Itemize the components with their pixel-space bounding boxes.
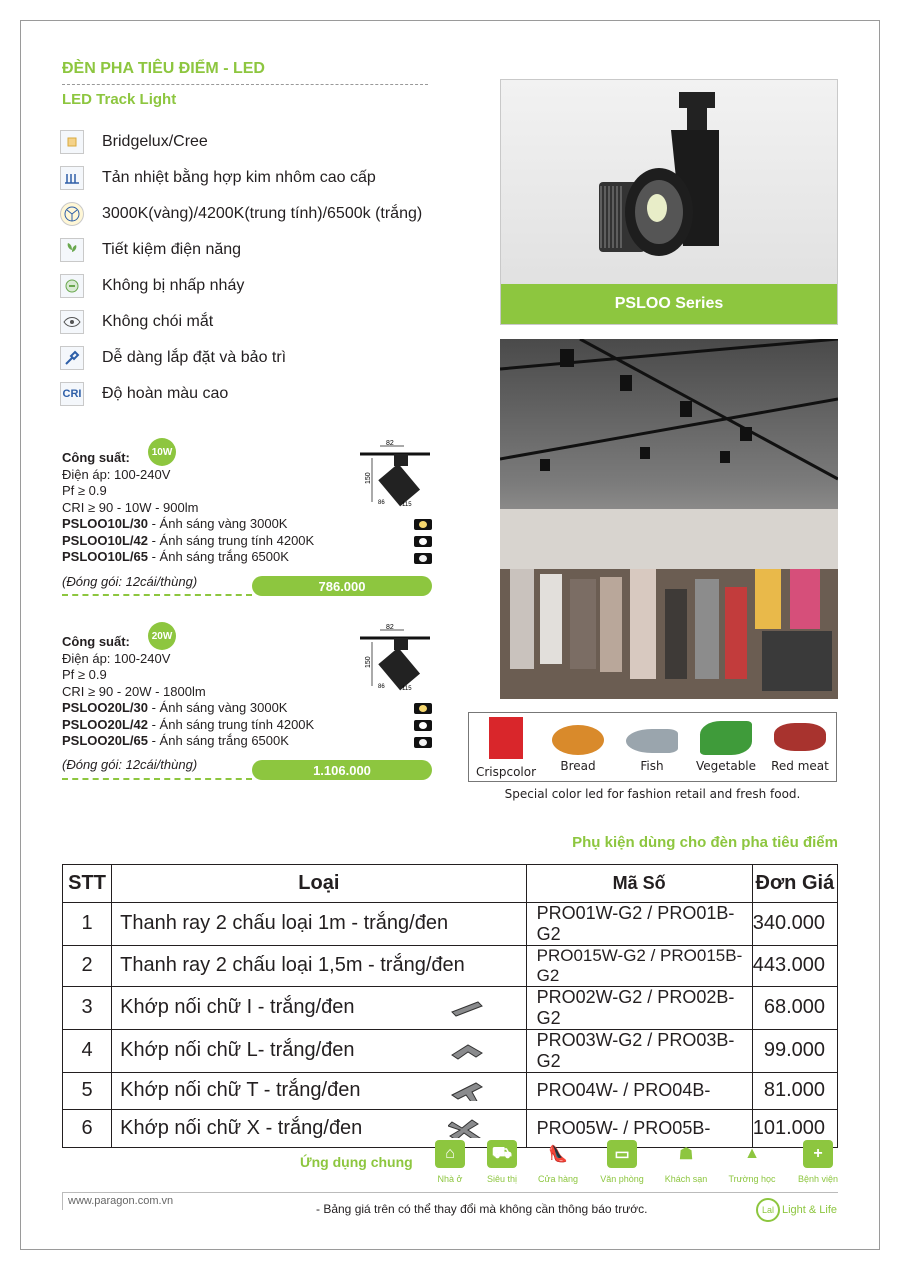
food-label: Bread: [560, 759, 596, 773]
bread-icon: [552, 725, 604, 755]
col-header: Loại: [112, 865, 527, 903]
dimension-drawing: [356, 440, 436, 517]
price-bar: 1.106.000: [252, 760, 432, 780]
app-text: Văn phòng: [600, 1174, 644, 1184]
row-stt: 2: [63, 945, 112, 986]
energy-saving-icon: [60, 238, 84, 262]
feature-item: [60, 340, 422, 376]
dim-depth: 86: [378, 500, 385, 506]
product-spec-20w: [62, 634, 314, 750]
chip-icon: [60, 130, 84, 154]
feature-item: [60, 160, 422, 196]
store-interior-photo: [500, 339, 838, 699]
page-title: ĐÈN PHA TIÊU ĐIỂM - LED: [62, 60, 265, 77]
food-item: [617, 717, 687, 773]
model-desc: - Ánh sáng trắng 6500K: [147, 549, 289, 564]
brand-tagline: Light & Life: [782, 1204, 838, 1216]
store-image: [500, 339, 838, 699]
col-header: Đơn Giá: [752, 865, 837, 903]
track-light-image: [501, 80, 838, 286]
row-name: Khớp nối chữ T - trắng/đen: [120, 1079, 361, 1102]
shoe-icon: 👠: [548, 1146, 568, 1163]
feature-text: Tiết kiệm điện năng: [102, 241, 242, 258]
voltage: Điện áp: 100-240V: [62, 650, 171, 666]
dim-height: 150: [365, 472, 372, 484]
feature-item: [60, 376, 422, 412]
food-caption: Special color led for fashion retail and fresh food.: [504, 787, 801, 801]
cri-lumen: CRI ≥ 90 - 10W - 900lm: [62, 499, 199, 515]
feature-text: Không bị nhấp nháy: [102, 277, 245, 294]
row-price: 340.000: [752, 902, 837, 945]
feature-item: [60, 304, 422, 340]
food-item: [543, 717, 613, 773]
row-price: 443.000: [752, 945, 837, 986]
table-row: [63, 986, 838, 1029]
app-text: Cửa hàng: [537, 1174, 579, 1184]
wattage-badge: 20W: [148, 622, 176, 650]
row-name: Khớp nối chữ I - trắng/đen: [120, 996, 355, 1019]
model-desc: - Ánh sáng trắng 6500K: [147, 733, 289, 748]
home-icon: ⌂: [435, 1140, 465, 1168]
applications-label: Ứng dụng chung: [300, 1154, 413, 1170]
feature-item: [60, 196, 422, 232]
app-text: Nhà ở: [437, 1174, 463, 1184]
eye-icon: [60, 310, 84, 334]
product-photo: [500, 79, 838, 325]
feature-text: Tản nhiệt bằng hợp kim nhôm cao cấp: [102, 169, 376, 186]
page-subtitle: LED Track Light: [62, 91, 177, 108]
connector-l-icon: [448, 1041, 486, 1061]
model-code: PSLOO10L/30: [62, 516, 148, 531]
footer-divider: [62, 1192, 63, 1210]
footer-divider: [62, 1192, 838, 1193]
color-swatch: [414, 553, 432, 564]
food-label: Crispcolor: [475, 765, 537, 779]
red-meat-icon: [774, 723, 826, 751]
app-text: Khách sạn: [664, 1174, 708, 1184]
cart-icon: ⛟: [487, 1140, 517, 1168]
table-row: [63, 945, 838, 986]
row-price: 68.000: [752, 986, 837, 1029]
voltage: Điện áp: 100-240V: [62, 466, 171, 482]
color-temperature-icon: [60, 202, 84, 226]
feature-text: Bridgelux/Cree: [102, 133, 208, 150]
no-flicker-icon: [60, 274, 84, 298]
app-text: Siêu thị: [486, 1174, 518, 1184]
row-name-cell: [112, 986, 527, 1029]
dim-width: 82: [386, 440, 394, 447]
color-swatch: [414, 703, 432, 714]
app-item: [420, 1140, 480, 1184]
power-factor: Pf ≥ 0.9: [62, 667, 107, 682]
graduation-cap-icon: ▲: [744, 1145, 760, 1162]
app-item: [472, 1140, 532, 1184]
model-code: PSLOO20L/42: [62, 716, 148, 732]
row-price: 81.000: [752, 1072, 837, 1110]
wattage-badge: 10W: [148, 438, 176, 466]
col-header: STT: [63, 865, 112, 903]
row-stt: 6: [63, 1110, 112, 1148]
model-desc: - Ánh sáng vàng 3000K: [147, 516, 288, 531]
food-label: Fish: [640, 759, 664, 773]
feature-text: Dễ dàng lắp đặt và bảo trì: [102, 349, 287, 366]
title-divider: [62, 84, 428, 85]
model-code: PSLOO20L/30: [62, 700, 148, 715]
row-stt: 4: [63, 1029, 112, 1072]
tools-icon: [60, 346, 84, 370]
col-header: Mã Số: [526, 865, 752, 903]
model-desc: - Ánh sáng trung tính 4200K: [147, 716, 315, 732]
connector-i-icon: [448, 998, 486, 1018]
bellboy-icon: ☗: [678, 1146, 694, 1163]
dimension-drawing: [356, 624, 436, 701]
row-stt: 3: [63, 986, 112, 1029]
row-stt: 1: [63, 902, 112, 945]
row-price: 99.000: [752, 1029, 837, 1072]
row-name: Thanh ray 2 chấu loại 1m - trắng/đen: [112, 902, 527, 945]
app-item: [722, 1140, 782, 1184]
color-swatch: [414, 536, 432, 547]
food-label: Vegetable: [695, 759, 757, 773]
dim-length: 115: [402, 502, 412, 508]
series-label: PSLOO Series: [501, 284, 837, 324]
food-item: [691, 717, 761, 773]
feature-item: [60, 232, 422, 268]
row-name-cell: [112, 1029, 527, 1072]
feature-item: [60, 268, 422, 304]
connector-t-icon: [448, 1081, 486, 1101]
row-name: Khớp nối chữ L- trắng/đen: [120, 1039, 355, 1062]
accessories-title: Phụ kiện dùng cho đèn pha tiêu điểm: [572, 834, 838, 851]
model-code: PSLOO10L/65: [62, 549, 148, 564]
color-swatch: [414, 519, 432, 530]
row-code: PRO01W-G2 / PRO01B-G2: [526, 902, 752, 945]
vegetable-icon: [700, 721, 752, 755]
website-link[interactable]: www.paragon.com.vn: [68, 1195, 174, 1207]
row-code: PRO02W-G2 / PRO02B-G2: [526, 986, 752, 1029]
packing-info: (Đóng gói: 12cái/thùng): [62, 757, 198, 772]
crispcolor-icon: [489, 717, 523, 759]
brand-logo: [756, 1198, 837, 1222]
row-code: PRO05W- / PRO05B-: [526, 1110, 752, 1148]
row-code: PRO015W-G2 / PRO015B-G2: [526, 945, 752, 986]
food-item: [471, 717, 541, 779]
dim-width: 82: [386, 624, 394, 631]
row-code: PRO03W-G2 / PRO03B-G2: [526, 1029, 752, 1072]
heatsink-icon: [60, 166, 84, 190]
color-swatch: [414, 720, 432, 731]
feature-text: Độ hoàn màu cao: [102, 385, 229, 402]
cri-lumen: CRI ≥ 90 - 20W - 1800lm: [62, 683, 206, 699]
table-header: [63, 865, 838, 903]
price-divider: [62, 778, 252, 780]
app-text: Bệnh viện: [797, 1174, 839, 1184]
dim-height: 150: [365, 656, 372, 668]
brand-logo-mark: Lal: [756, 1198, 780, 1222]
feature-text: Không chói mắt: [102, 313, 214, 330]
app-item: [592, 1140, 652, 1184]
feature-text: 3000K(vàng)/4200K(trung tính)/6500k (trắng): [102, 205, 423, 222]
row-name-cell: [112, 1072, 527, 1110]
price-notice: - Bảng giá trên có thể thay đổi mà không cần thông báo trước.: [316, 1202, 648, 1216]
model-desc: - Ánh sáng trung tính 4200K: [147, 532, 315, 548]
power-factor: Pf ≥ 0.9: [62, 483, 107, 498]
monitor-icon: ▭: [607, 1140, 637, 1168]
model-desc: - Ánh sáng vàng 3000K: [147, 700, 288, 715]
feature-list: [60, 124, 422, 412]
hospital-icon: +: [803, 1140, 833, 1168]
color-swatch: [414, 737, 432, 748]
table-row: [63, 1029, 838, 1072]
food-item: [765, 717, 835, 773]
connector-x-icon: [448, 1118, 486, 1138]
power-label: Công suất:: [62, 450, 130, 465]
row-code: PRO04W- / PRO04B-: [526, 1072, 752, 1110]
dim-length: 115: [402, 686, 412, 692]
feature-item: [60, 124, 422, 160]
app-item: [528, 1140, 588, 1184]
fish-icon: [626, 729, 678, 753]
row-name: Thanh ray 2 chấu loại 1,5m - trắng/đen: [112, 945, 527, 986]
table-row: [63, 902, 838, 945]
table-row: [63, 1072, 838, 1110]
row-stt: 5: [63, 1072, 112, 1110]
dim-depth: 86: [378, 684, 385, 690]
special-color-panel: [468, 712, 837, 782]
model-code: PSLOO10L/42: [62, 532, 148, 548]
product-spec-10w: [62, 450, 314, 566]
app-text: Trường học: [728, 1174, 776, 1184]
row-price: 101.000: [752, 1110, 837, 1148]
price-divider: [62, 594, 252, 596]
app-item: [788, 1140, 848, 1184]
cri-icon: CRI: [60, 382, 84, 406]
packing-info: (Đóng gói: 12cái/thùng): [62, 574, 198, 589]
accessories-table: [62, 864, 838, 1148]
row-name: Khớp nối chữ X - trắng/đen: [120, 1116, 363, 1139]
price-bar: 786.000: [252, 576, 432, 596]
food-label: Red meat: [771, 759, 829, 773]
model-code: PSLOO20L/65: [62, 733, 148, 748]
app-item: [656, 1140, 716, 1184]
power-label: Công suất:: [62, 634, 130, 649]
